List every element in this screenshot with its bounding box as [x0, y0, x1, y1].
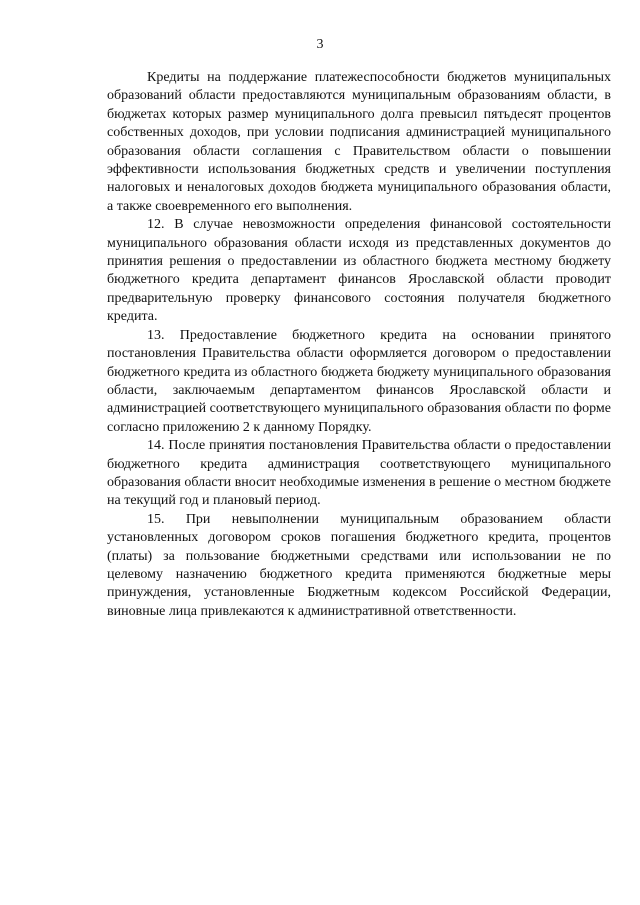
paragraph-13: 13. Предоставление бюджетного кредита на основании принятого постановления Правительства области оформляется договором о предоставлении бюджетного кредита из областного бюджета бюджету муниципального образования области, заключаемым департаментом финансов Ярославской области и администрацией соответствующего муниципального образования области по форме согласно приложению 2 к данному Порядку. — [107, 327, 611, 435]
paragraph-15: 15. При невыполнении муниципальным образованием области установленных договором сроков погашения бюджетного кредита, процентов (платы) за пользование бюджетными средствами или использовании не по целевому назначению бюджетного кредита применяются бюджетные меры принуждения, установленные Бюджетным кодексом Российской Федерации, виновные лица привлекаются к административной ответственности. — [107, 511, 611, 619]
paragraph-credits-solvency: Кредиты на поддержание платежеспособности бюджетов муниципальных образований области предоставляются муниципальным образованиям области, в бюджетах которых размер муниципального долга превысил пятьдесят процентов собственных доходов, при условии подписания администрацией муниципального образования области соглашения с Правительством области о повышении эффективности использования бюджетных средств и увеличении поступления налоговых и неналоговых доходов бюджета муниципального образования области, а также своевременного его выполнения. — [107, 70, 611, 214]
page-number: 3 — [316, 37, 324, 52]
paragraph-12: 12. В случае невозможности определения финансовой состоятельности муниципального образования области исходя из представленных документов до принятия решения о предоставлении из областного бюджета местному бюджету бюджетного кредита департамент финансов Ярославской области проводит предварительную проверку финансового состояния получателя бюджетного кредита. — [107, 217, 611, 325]
document-body — [107, 69, 611, 621]
paragraph-14: 14. После принятия постановления Правительства области о предоставлении бюджетного кредита администрация соответствующего муниципального образования области вносит необходимые изменения в решение о местном бюджете на текущий год и плановый период. — [107, 438, 611, 509]
